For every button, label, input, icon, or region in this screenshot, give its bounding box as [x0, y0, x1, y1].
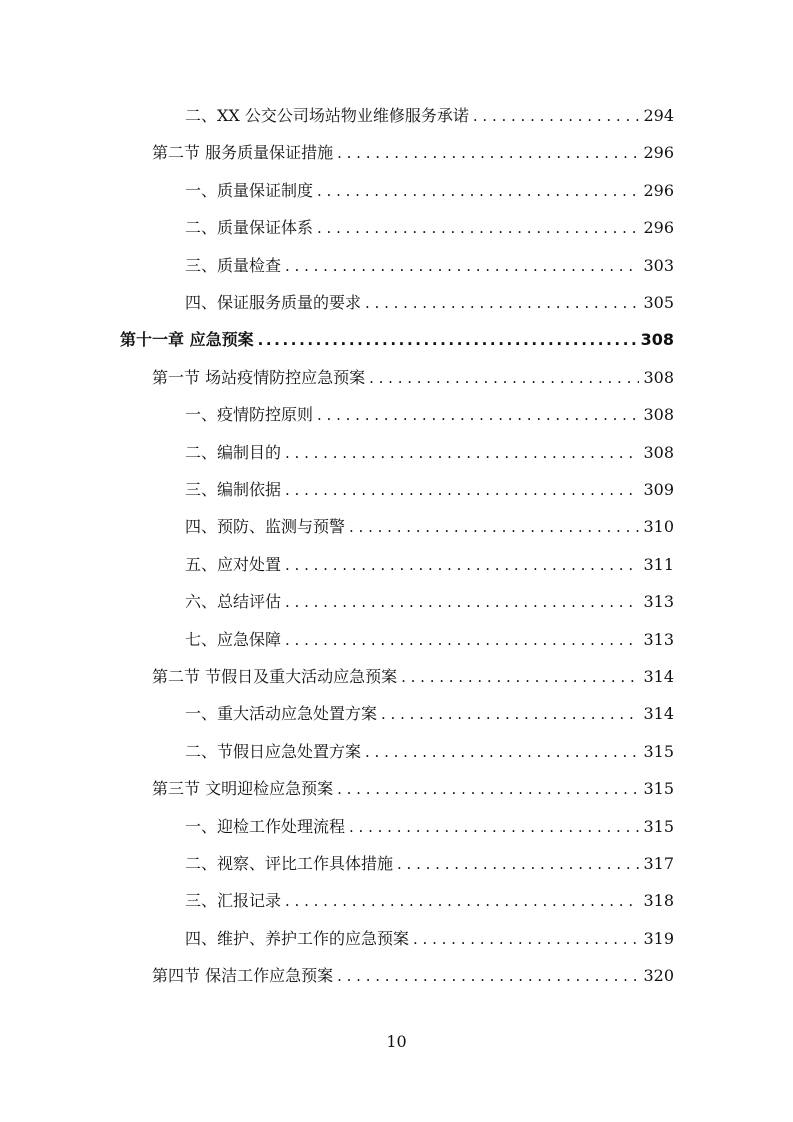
- toc-dot-leader: [365, 288, 639, 318]
- toc-entry-title: 三、编制依据: [185, 480, 282, 499]
- toc-entry-section[interactable]: [152, 138, 674, 168]
- toc-dot-leader: [285, 251, 639, 281]
- toc-entry-title: 第四节 保洁工作应急预案: [152, 966, 334, 986]
- toc-dot-leader: [285, 475, 639, 505]
- toc-entry-page: 319: [643, 928, 674, 948]
- toc-dot-leader: [317, 176, 639, 206]
- toc-entry-section[interactable]: [152, 774, 674, 804]
- toc-dot-leader: [317, 400, 639, 430]
- toc-dot-leader: [369, 363, 639, 393]
- page-number: 10: [386, 1032, 407, 1051]
- toc-dot-leader: [337, 138, 639, 168]
- toc-entry-item[interactable]: [185, 512, 674, 542]
- toc-dot-leader: [337, 961, 639, 991]
- toc-entry-item[interactable]: [185, 550, 674, 580]
- toc-entry-page: 311: [643, 554, 674, 574]
- toc-entry-title: 七、应急保障: [185, 629, 282, 649]
- toc-dot-leader: [285, 587, 639, 617]
- toc-entry-title: 第二节 服务质量保证措施: [152, 143, 334, 163]
- toc-entry-section[interactable]: [152, 363, 674, 393]
- toc-dot-leader: [285, 625, 639, 655]
- toc-dot-leader: [349, 512, 639, 542]
- toc-entry-title: 二、编制目的: [185, 442, 282, 462]
- toc-dot-leader: [365, 737, 639, 767]
- toc-entry-title: 第三节 文明迎检应急预案: [152, 779, 334, 799]
- toc-entry-item[interactable]: [185, 176, 674, 206]
- toc-entry-title: 一、质量保证制度: [185, 180, 314, 200]
- toc-entry-page: 317: [643, 854, 674, 873]
- toc-entry-title: 四、预防、监测与预警: [185, 517, 346, 537]
- toc-entry-page: 315: [643, 741, 674, 761]
- toc-entry-page: 309: [643, 480, 674, 499]
- toc-entry-page: 294: [643, 106, 674, 125]
- toc-entry-page: 313: [643, 592, 674, 612]
- toc-entry-item[interactable]: [185, 101, 674, 131]
- toc-entry-item[interactable]: [185, 438, 674, 468]
- toc-entry-title: 四、保证服务质量的要求: [185, 293, 362, 312]
- toc-entry-title: 三、质量检查: [185, 255, 282, 275]
- toc-dot-leader: [413, 924, 639, 954]
- toc-dot-leader: [285, 438, 639, 468]
- toc-entry-title: 第一节 场站疫情防控应急预案: [152, 367, 366, 387]
- toc-entry-page: 305: [643, 293, 674, 312]
- toc-entry-page: 318: [643, 891, 674, 911]
- toc-dot-leader: [381, 699, 639, 729]
- toc-dot-leader: [285, 886, 639, 916]
- toc-entry-item[interactable]: [185, 625, 674, 655]
- toc-entry-title: 二、质量保证体系: [185, 218, 314, 238]
- toc-entry-title: 五、应对处置: [185, 554, 282, 574]
- toc-entry-item[interactable]: [185, 849, 674, 879]
- toc-entry-page: 303: [643, 255, 674, 275]
- toc-dot-leader: [349, 812, 639, 842]
- toc-entry-page: 308: [643, 405, 674, 425]
- toc-entry-title: 二、视察、评比工作具体措施: [185, 854, 394, 873]
- toc-dot-leader: [397, 849, 639, 879]
- toc-entry-title: 四、维护、养护工作的应急预案: [185, 928, 410, 948]
- toc-dot-leader: [317, 213, 639, 243]
- toc-entry-item[interactable]: [185, 886, 674, 916]
- toc-entry-item[interactable]: [185, 475, 674, 505]
- toc-entry-page: 308: [640, 330, 674, 350]
- toc-entry-title: 六、总结评估: [185, 592, 282, 612]
- toc-dot-leader: [258, 325, 637, 355]
- toc-entry-title: 第十一章 应急预案: [120, 330, 254, 350]
- toc-dot-leader: [401, 662, 639, 692]
- toc-entry-chapter[interactable]: [120, 325, 674, 355]
- toc-entry-page: 314: [643, 667, 674, 686]
- toc-entry-title: 一、疫情防控原则: [185, 405, 314, 425]
- toc-entry-title: 一、重大活动应急处置方案: [185, 704, 378, 724]
- toc-entry-page: 320: [643, 966, 674, 986]
- toc-entry-item[interactable]: [185, 737, 674, 767]
- toc-entry-title: 一、迎检工作处理流程: [185, 816, 346, 836]
- toc-entry-item[interactable]: [185, 699, 674, 729]
- toc-entry-page: 310: [643, 517, 674, 537]
- toc-entry-page: 313: [643, 629, 674, 649]
- toc-entry-page: 296: [643, 143, 674, 163]
- toc-dot-leader: [285, 550, 639, 580]
- toc-entry-title: 二、XX 公交公司场站物业维修服务承诺: [185, 106, 469, 125]
- toc-dot-leader: [473, 101, 640, 131]
- toc-entry-page: 296: [643, 218, 674, 238]
- toc-entry-page: 308: [643, 367, 674, 387]
- toc-entry-title: 三、汇报记录: [185, 891, 282, 911]
- toc-entry-section[interactable]: [152, 662, 674, 692]
- toc-entry-page: 315: [643, 779, 674, 799]
- toc-dot-leader: [337, 774, 639, 804]
- toc-entry-item[interactable]: [185, 288, 674, 318]
- toc-entry-item[interactable]: [185, 400, 674, 430]
- toc-entry-item[interactable]: [185, 924, 674, 954]
- toc-entry-page: 314: [643, 704, 674, 724]
- toc-entry-item[interactable]: [185, 587, 674, 617]
- toc-entry-item[interactable]: [185, 213, 674, 243]
- toc-entry-title: 第二节 节假日及重大活动应急预案: [152, 667, 398, 686]
- toc-entry-title: 二、节假日应急处置方案: [185, 741, 362, 761]
- toc-entry-page: 296: [643, 180, 674, 200]
- toc-entry-item[interactable]: [185, 251, 674, 281]
- toc-entry-item[interactable]: [185, 812, 674, 842]
- toc-entry-section[interactable]: [152, 961, 674, 991]
- toc-entry-page: 315: [643, 816, 674, 836]
- toc-entry-page: 308: [643, 442, 674, 462]
